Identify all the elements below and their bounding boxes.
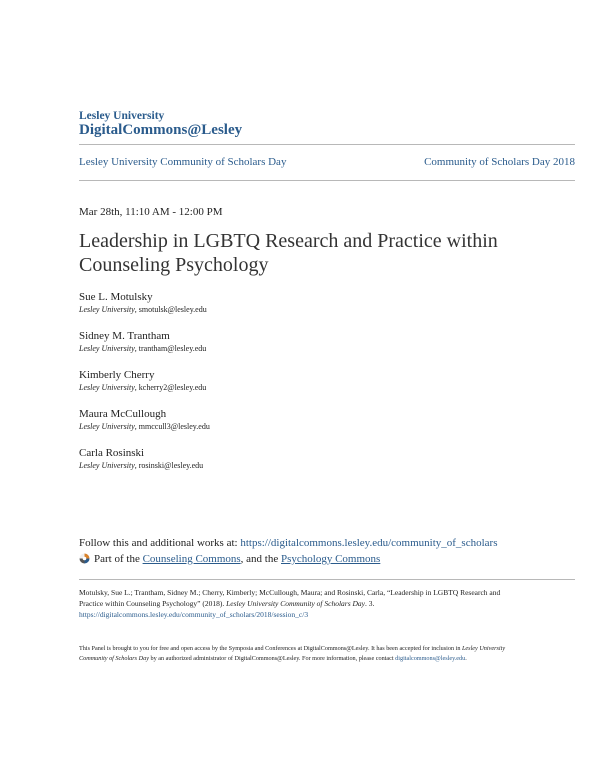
author-item xyxy=(79,368,559,407)
author-affiliation xyxy=(79,460,559,472)
author-name: Sue L. Motulsky xyxy=(79,291,153,303)
page-title: Leadership in LGBTQ Research and Practice within Counseling Psychology xyxy=(79,230,498,276)
psychology-commons-link[interactable]: Psychology Commons xyxy=(281,553,381,565)
author-name: Sidney M. Trantham xyxy=(79,330,170,342)
author-email: , mmccull3@lesley.edu xyxy=(134,422,210,431)
author-name: Carla Rosinski xyxy=(79,447,145,459)
notice-end: . xyxy=(465,655,467,662)
site-name[interactable]: DigitalCommons@Lesley xyxy=(79,122,243,138)
divider-top xyxy=(79,144,575,145)
author-email: , trantham@lesley.edu xyxy=(134,344,207,353)
author-institution: Lesley University xyxy=(79,344,135,353)
author-item xyxy=(79,446,559,485)
citation-authors: Motulsky, Sue L.; Trantham, Sidney M.; Cherry, Kimberly; McCullough, Maura; and Rosinski, Carla, “Leadership in LGBTQ Research and Practice within Counseling Psychology” (2018). xyxy=(79,588,501,608)
author-affiliation xyxy=(79,343,559,355)
author-email: , rosinski@lesley.edu xyxy=(134,461,204,470)
contact-email-link[interactable]: digitalcommons@lesley.edu xyxy=(395,655,466,662)
recommended-citation xyxy=(79,587,519,620)
counseling-commons-link[interactable]: Counseling Commons xyxy=(142,553,241,565)
divider-breadcrumb xyxy=(79,180,575,181)
collection-url-link[interactable]: https://digitalcommons.lesley.edu/community_of_scholars xyxy=(240,537,498,549)
author-email: , kcherry2@lesley.edu xyxy=(134,383,207,392)
access-notice xyxy=(79,644,529,664)
author-name: Maura McCullough xyxy=(79,408,167,420)
author-institution: Lesley University xyxy=(79,383,135,392)
author-name: Kimberly Cherry xyxy=(79,369,155,381)
notice-part1: This Panel is brought to you for free and open access by the Symposia and Conferences at DigitalCommons@Lesley. It has been accepted for inclusion in xyxy=(79,645,462,652)
citation-source: Lesley University Community of Scholars Day xyxy=(226,599,366,608)
follow-prefix: Follow this and additional works at: xyxy=(79,537,241,549)
session-date: Mar 28th, 11:10 AM - 12:00 PM xyxy=(79,206,223,218)
author-item xyxy=(79,329,559,368)
citation-end: . 3. xyxy=(365,599,375,608)
author-item xyxy=(79,407,559,446)
notice-italic: Lesley University Community of Scholars Day xyxy=(79,645,506,662)
breadcrumb-collection-link[interactable]: Lesley University Community of Scholars Day xyxy=(79,156,287,168)
author-institution: Lesley University xyxy=(79,422,135,431)
part-of-middle: , and the xyxy=(240,553,281,565)
author-item xyxy=(79,290,559,329)
bepress-network-icon xyxy=(79,553,90,567)
part-of-line xyxy=(79,553,380,567)
author-email: , smotulsk@lesley.edu xyxy=(134,305,207,314)
author-affiliation xyxy=(79,304,559,316)
university-name[interactable]: Lesley University xyxy=(79,110,165,122)
author-institution: Lesley University xyxy=(79,461,135,470)
divider-citation xyxy=(79,579,575,580)
breadcrumb-event-link[interactable]: Community of Scholars Day 2018 xyxy=(424,156,575,168)
part-of-prefix: Part of the xyxy=(94,553,143,565)
author-institution: Lesley University xyxy=(79,305,135,314)
author-affiliation xyxy=(79,421,559,433)
author-affiliation xyxy=(79,382,559,394)
follow-line xyxy=(79,537,497,549)
notice-part2: by an authorized administrator of DigitalCommons@Lesley. For more information, please contact xyxy=(148,655,396,662)
author-list xyxy=(79,290,559,485)
citation-url-link[interactable]: https://digitalcommons.lesley.edu/community_of_scholars/2018/session_c/3 xyxy=(79,610,309,619)
